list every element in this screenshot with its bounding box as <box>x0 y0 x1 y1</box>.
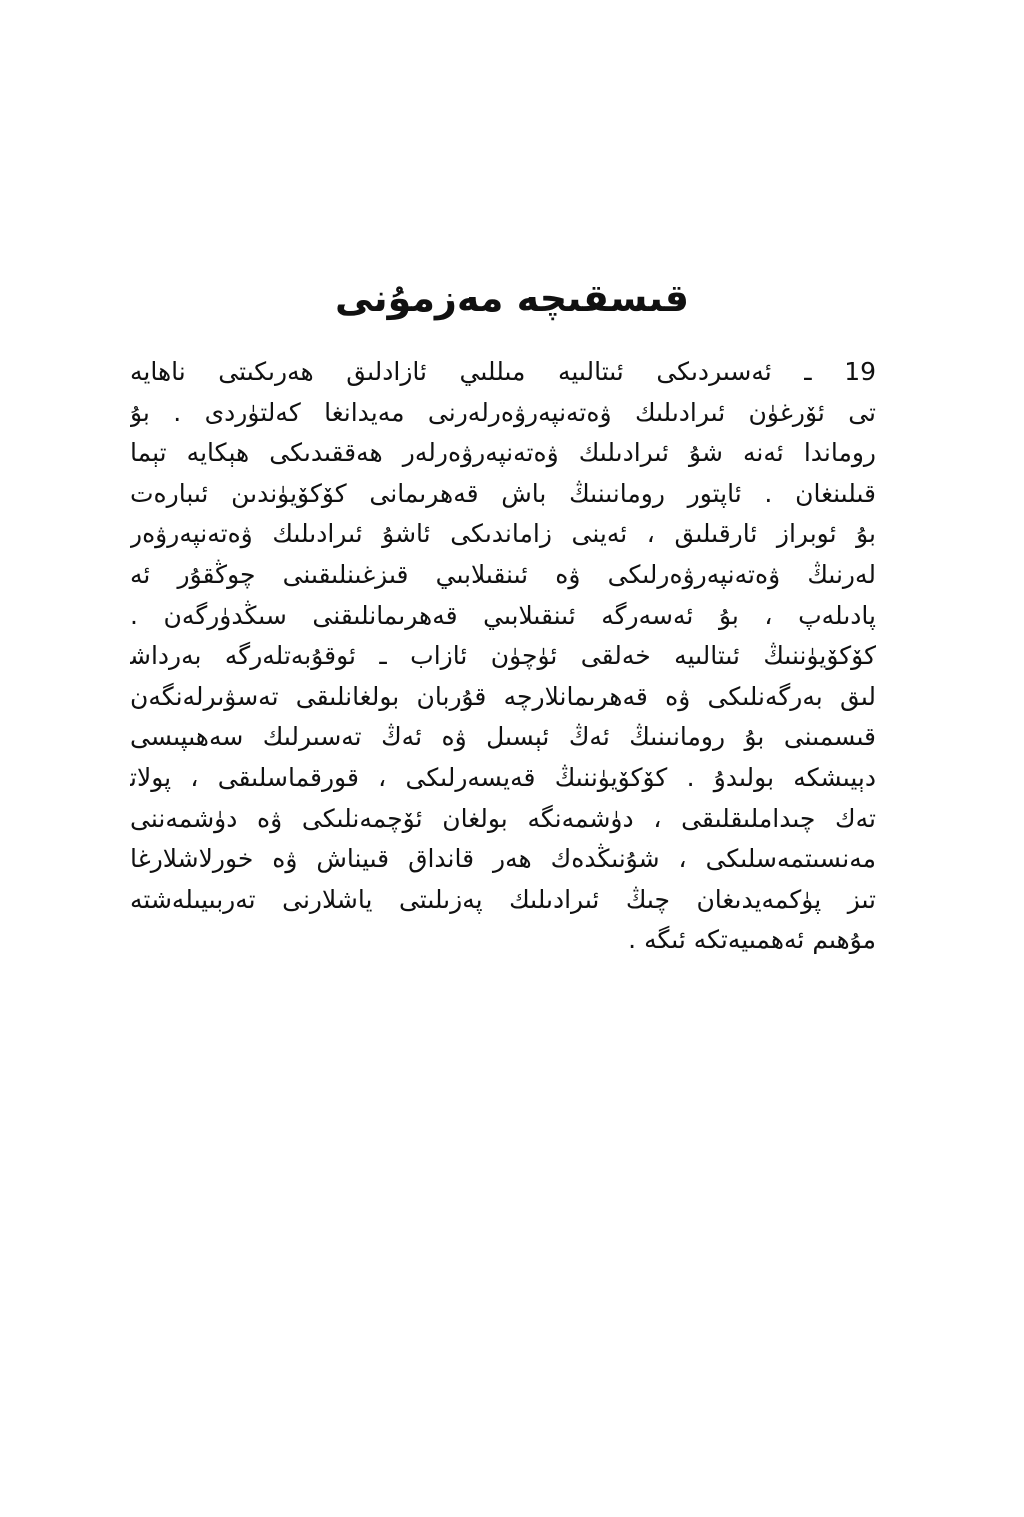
text-line: پادىلەپ ، بۇ ئەسەرگە ئىنقىلابىي قەھرىمانلىقنى سىڭدۈرگەن . <box>130 600 876 630</box>
text-line: مۇھىم ئەھمىيەتكە ئىگە . <box>628 925 876 955</box>
text-line: لىق بەرگەنلىكى ۋە قەھرىمانلارچە قۇربان بولغانلىقى تەسۋىرلەنگەن <box>130 681 876 711</box>
text-line: مەنسىتمەسلىكى ، شۇنىڭدەك ھەر قانداق قىيناش ۋە خورلاشلارغا <box>130 844 876 874</box>
page-title: قىسقىچە مەزمۇنى <box>334 276 690 320</box>
text-line: تىز پۈكمەيدىغان چىڭ ئىرادىلىك پەزىلىتى ياشلارنى تەربىيىلەشتە <box>130 884 876 914</box>
text-line: لەرنىڭ ۋەتەنپەرۋەرلىكى ۋە ئىنقىلابىي قىزغىنلىقىنى چوڭقۇر ئە‍ <box>130 559 876 589</box>
summary-paragraph <box>130 352 876 961</box>
text-line: روماندا ئەنە شۇ ئىرادىلىك ۋەتەنپەرۋەرلەر ھەققىدىكى ھېكايە تېما <box>130 438 876 468</box>
text-line: تەك چىداملىقلىقى ، دۈشمەنگە بولغان ئۆچمەنلىكى ۋە دۈشمەننى <box>130 803 876 833</box>
text-line: 19 ـ ئەسىردىكى ئىتالىيە مىللىي ئازادلىق ھەرىكىتى ناھايە‍ <box>130 357 876 386</box>
text-line: كۆكۆيۈننىڭ ئىتالىيە خەلقى ئۈچۈن ئازاب ـ ئوقۇبەتلەرگە بەرداش‍ <box>130 641 876 671</box>
text-line: دېيىشكە بولىدۇ . كۆكۆيۈننىڭ قەيسەرلىكى ، قورقماسلىقى ، پولات‍ <box>130 762 876 792</box>
text-line: بۇ ئوبراز ئارقىلىق ، ئەينى زاماندىكى ئاشۇ ئىرادىلىك ۋەتەنپەرۋەر‍ <box>130 519 876 549</box>
text-line: تى ئۆرغۈن ئىرادىلىك ۋەتەنپەرۋەرلەرنى مەيدانغا كەلتۈردى . بۇ <box>130 397 876 427</box>
text-line: قىلىنغان . ئاپتور رومانىنىڭ باش قەھرىمانى كۆكۆيۈندىن ئىبارەت <box>130 478 876 508</box>
text-line: قىسمىنى بۇ رومانىنىڭ ئەڭ ئېسىل ۋە ئەڭ تەسىرلىك سەھىپىسى <box>130 722 876 752</box>
